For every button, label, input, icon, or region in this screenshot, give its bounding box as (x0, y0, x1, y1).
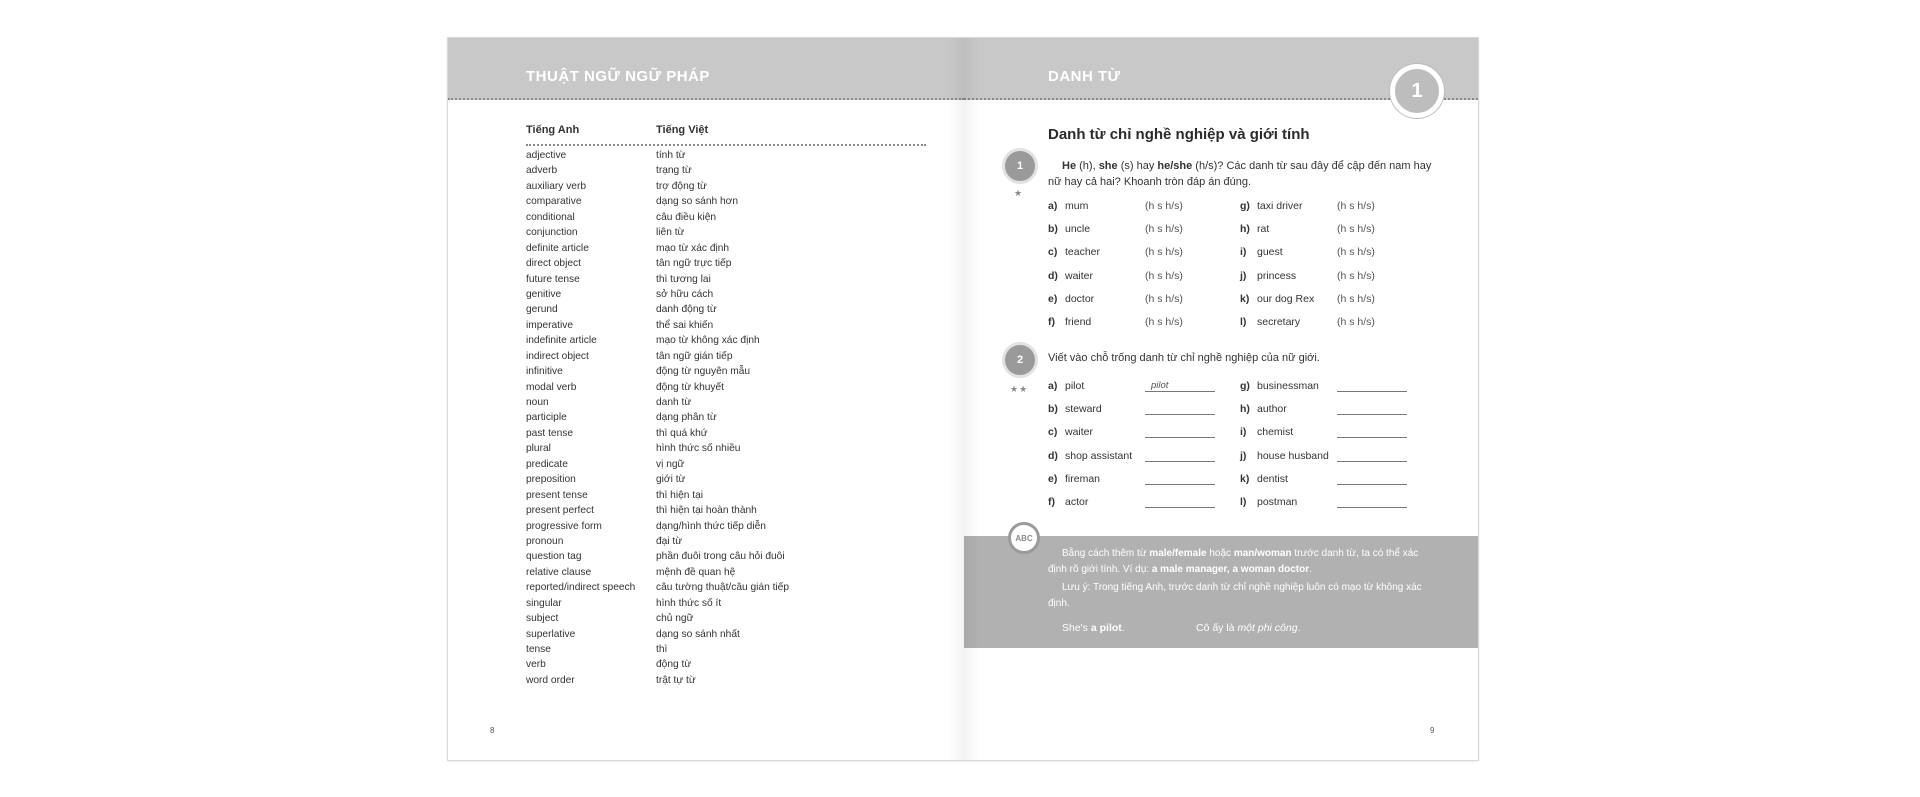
item-word: guest (1257, 246, 1283, 259)
glossary-term-english: predicate (526, 458, 568, 470)
page-number-right: 9 (1430, 726, 1435, 735)
glossary-term-vietnamese: chủ ngữ (656, 613, 694, 625)
left-header-band (448, 38, 964, 100)
item-letter: g) (1240, 380, 1250, 392)
glossary-term-vietnamese: thì hiện tại hoàn thành (656, 505, 757, 517)
glossary-header (526, 124, 926, 136)
item-word: mum (1065, 200, 1089, 212)
item-letter: i) (1240, 246, 1247, 259)
glossary-term-english: imperative (526, 319, 573, 331)
item-letter: l) (1240, 316, 1247, 328)
glossary-term-vietnamese: thì tương lai (656, 273, 711, 285)
grammar-note-example-english: She's a pilot. (1062, 622, 1125, 634)
grammar-note-paragraph-1: Bằng cách thêm từ male/female hoặc man/woman trước danh từ, ta có thể xác định rõ giới tính. Ví dụ: a male manager, a woman doctor. (1048, 548, 1419, 575)
glossary-row (526, 474, 926, 489)
answer-options[interactable]: (h s h/s) (1145, 292, 1183, 305)
answer-blank[interactable] (1145, 380, 1215, 392)
glossary-term-english: present tense (526, 489, 588, 501)
glossary-term-english: infinitive (526, 366, 563, 378)
exercise-item (1048, 316, 1183, 332)
exercise-item (1240, 316, 1375, 332)
glossary-row (526, 567, 926, 582)
item-word: rat (1257, 223, 1270, 236)
glossary-row (526, 196, 926, 211)
exercise-1-badge: 1 (1002, 148, 1038, 184)
grammar-note-paragraph-2: Lưu ý: Trong tiếng Anh, trước danh từ chỉ nghề nghiệp luôn có mạo từ không xác định. (1048, 582, 1422, 609)
item-word: our dog Rex (1257, 292, 1315, 305)
glossary-row (526, 582, 926, 597)
unit-number-badge: 1 (1390, 64, 1444, 118)
right-page (964, 38, 1478, 760)
exercise-item (1240, 269, 1375, 286)
glossary-term-vietnamese: động từ khuyết (656, 381, 724, 393)
item-letter: b) (1048, 223, 1058, 236)
glossary-row (526, 181, 926, 196)
answer-text: pilot (1151, 380, 1169, 391)
glossary-term-vietnamese: vị ngữ (656, 458, 685, 470)
glossary-term-vietnamese: dạng phân từ (656, 412, 717, 424)
exercise-item (1048, 450, 1132, 466)
exercise-item (1048, 380, 1169, 396)
glossary-row (526, 212, 926, 227)
answer-blank[interactable] (1337, 507, 1407, 508)
glossary-row (526, 551, 926, 566)
exercise-item (1048, 223, 1183, 239)
glossary-term-english: relative clause (526, 566, 592, 578)
glossary-term-english: singular (526, 597, 562, 609)
glossary-row (526, 227, 926, 242)
exercise-item (1240, 292, 1375, 309)
item-letter: d) (1048, 449, 1058, 462)
glossary-row (526, 428, 926, 443)
answer-options[interactable]: (h s h/s) (1145, 269, 1183, 282)
glossary-term-vietnamese: thì (656, 644, 668, 655)
item-word: teacher (1065, 246, 1101, 259)
glossary-row (526, 644, 926, 659)
item-word: dentist (1257, 472, 1288, 485)
glossary-term-vietnamese: tân ngữ trực tiếp (656, 258, 732, 270)
exercise-1-instruction: He (h), she (s) hay he/she (h/s)? Các danh từ sau đây để cập đến nam hay nữ hay cả hai? Khoanh tròn đáp án đúng. (1048, 160, 1432, 188)
item-letter: a) (1048, 380, 1058, 392)
glossary-term-english: comparative (526, 196, 582, 208)
glossary-row (526, 150, 926, 165)
glossary-term-english: question tag (526, 551, 582, 563)
answer-options[interactable]: (h s h/s) (1337, 246, 1375, 259)
glossary-term-vietnamese: tân ngữ gián tiếp (656, 350, 733, 362)
exercise-item (1048, 473, 1100, 489)
answer-blank[interactable] (1337, 437, 1407, 438)
exercise-item (1240, 403, 1287, 419)
item-letter: b) (1048, 403, 1058, 416)
item-word: princess (1257, 269, 1297, 282)
glossary-row (526, 598, 926, 613)
glossary-term-english: gerund (526, 304, 558, 316)
book-spread (448, 38, 1478, 760)
exercise-item (1048, 200, 1183, 216)
glossary-term-vietnamese: trật tự từ (656, 674, 696, 686)
glossary-term-english: future tense (526, 273, 580, 285)
column-header-vietnamese: Tiếng Việt (656, 124, 709, 136)
glossary-term-english: progressive form (526, 520, 602, 532)
answer-blank[interactable] (1337, 391, 1407, 392)
item-word: uncle (1065, 223, 1091, 236)
answer-blank[interactable] (1337, 484, 1407, 485)
glossary-term-vietnamese: danh từ (656, 397, 692, 408)
glossary-row (526, 521, 926, 536)
exercise-item (1240, 450, 1329, 466)
exercise-item (1048, 269, 1183, 286)
glossary-term-english: preposition (526, 474, 576, 486)
glossary-term-vietnamese: liên từ (656, 227, 685, 239)
item-letter: j) (1240, 449, 1247, 462)
answer-options[interactable]: (h s h/s) (1337, 200, 1375, 212)
exercise-item (1240, 426, 1293, 442)
exercise-item (1048, 496, 1088, 512)
answer-options[interactable]: (h s h/s) (1337, 223, 1375, 236)
glossary-term-vietnamese: câu tường thuật/câu gián tiếp (656, 582, 790, 594)
answer-options[interactable]: (h s h/s) (1145, 316, 1183, 328)
exercise-item (1240, 246, 1375, 262)
item-word: fireman (1065, 472, 1101, 485)
glossary-row (526, 382, 926, 397)
glossary-row (526, 412, 926, 427)
exercise-item (1048, 426, 1093, 442)
exercise-item (1240, 496, 1297, 512)
glossary-term-vietnamese: giới từ (656, 474, 686, 486)
item-word: actor (1065, 496, 1089, 508)
item-letter: c) (1048, 246, 1058, 259)
item-word: businessman (1257, 380, 1319, 392)
answer-blank[interactable] (1145, 484, 1215, 485)
item-word: friend (1065, 316, 1092, 328)
glossary-term-vietnamese: hình thức số nhiều (656, 443, 741, 455)
right-header-title: DANH TỪ (1048, 68, 1121, 85)
glossary-row (526, 659, 926, 674)
item-letter: h) (1240, 223, 1250, 236)
glossary-row (526, 443, 926, 458)
glossary-term-vietnamese: câu điều kiện (656, 211, 717, 223)
item-letter: k) (1240, 292, 1250, 305)
glossary-term-vietnamese: dạng so sánh hơn (656, 196, 739, 208)
glossary-term-english: participle (526, 412, 567, 424)
exercise-item (1240, 200, 1375, 216)
glossary-term-english: definite article (526, 242, 589, 254)
answer-options[interactable]: (h s h/s) (1145, 246, 1183, 259)
answer-options[interactable]: (h s h/s) (1337, 316, 1375, 328)
item-word: waiter (1065, 269, 1094, 282)
glossary-term-english: indefinite article (526, 335, 597, 347)
item-word: chemist (1257, 426, 1294, 439)
abc-note-badge: ABC (1008, 522, 1040, 554)
glossary-row (526, 675, 926, 690)
glossary-row (526, 258, 926, 273)
glossary-row (526, 335, 926, 350)
item-letter: f) (1048, 496, 1055, 508)
item-letter: d) (1048, 269, 1058, 282)
glossary-term-vietnamese: mạo từ không xác định (656, 335, 760, 347)
glossary-row (526, 505, 926, 520)
exercise-item (1240, 473, 1288, 489)
glossary-term-vietnamese: dạng so sánh nhất (656, 628, 740, 640)
exercise-2-difficulty-stars: ★★ (1010, 384, 1029, 394)
glossary-row (526, 320, 926, 335)
glossary-term-english: adverb (526, 165, 558, 177)
answer-options[interactable]: (h s h/s) (1145, 223, 1183, 236)
glossary-term-english: present perfect (526, 505, 594, 517)
item-letter: c) (1048, 426, 1058, 439)
exercise-2-instruction: Viết vào chỗ trống danh từ chỉ nghề nghiệp của nữ giới. (1048, 352, 1320, 364)
answer-blank[interactable] (1145, 414, 1215, 415)
answer-blank[interactable] (1337, 414, 1407, 415)
glossary-term-vietnamese: hình thức số ít (656, 597, 722, 609)
item-letter: k) (1240, 472, 1250, 485)
exercise-item (1240, 380, 1319, 396)
glossary-row (526, 366, 926, 381)
exercise-item (1048, 403, 1102, 419)
glossary-term-vietnamese: sở hữu cách (656, 288, 714, 300)
glossary-term-vietnamese: tính từ (656, 150, 686, 161)
exercise-item (1048, 246, 1183, 262)
exercise-item (1048, 292, 1183, 309)
glossary-term-vietnamese: thì quá khứ (656, 427, 708, 439)
glossary-term-english: direct object (526, 258, 581, 270)
glossary-term-english: reported/indirect speech (526, 582, 636, 594)
item-letter: a) (1048, 200, 1058, 212)
glossary-row (526, 351, 926, 366)
glossary-term-english: pronoun (526, 535, 564, 547)
glossary-term-english: conjunction (526, 227, 578, 239)
item-letter: j) (1240, 269, 1247, 282)
left-page (448, 38, 964, 760)
item-word: house husband (1257, 449, 1329, 462)
item-word: secretary (1257, 316, 1301, 328)
glossary-term-vietnamese: danh động từ (656, 304, 717, 316)
glossary-row (526, 536, 926, 551)
item-word: postman (1257, 496, 1298, 508)
left-header-title: THUẬT NGỮ NGỮ PHÁP (526, 68, 710, 85)
glossary-term-english: conditional (526, 211, 575, 223)
glossary-term-english: word order (526, 674, 575, 686)
item-word: pilot (1065, 380, 1085, 392)
glossary-term-english: subject (526, 613, 559, 625)
glossary-row (526, 274, 926, 289)
answer-blank[interactable] (1145, 461, 1215, 462)
glossary-term-english: genitive (526, 288, 562, 300)
glossary-term-english: auxiliary verb (526, 180, 587, 192)
column-header-english: Tiếng Anh (526, 124, 580, 136)
section-title: Danh từ chỉ nghề nghiệp và giới tính (1048, 126, 1310, 143)
glossary-term-vietnamese: đại từ (656, 535, 683, 547)
item-word: author (1257, 403, 1287, 416)
glossary-divider (526, 144, 926, 146)
glossary-term-vietnamese: trợ động từ (656, 180, 707, 192)
item-letter: l) (1240, 496, 1247, 508)
glossary-row (526, 165, 926, 180)
exercise-item (1240, 223, 1375, 239)
answer-blank[interactable] (1145, 507, 1215, 508)
glossary-term-english: modal verb (526, 381, 577, 393)
item-word: shop assistant (1065, 449, 1133, 462)
exercise-1-difficulty-stars: ★ (1014, 188, 1024, 198)
item-word: waiter (1065, 426, 1094, 439)
glossary-row (526, 490, 926, 505)
item-letter: e) (1048, 472, 1058, 485)
glossary-term-english: noun (526, 397, 549, 408)
glossary-term-english: tense (526, 644, 551, 655)
glossary-term-vietnamese: trạng từ (656, 165, 692, 177)
glossary-list (526, 150, 926, 690)
glossary-term-english: indirect object (526, 350, 589, 362)
glossary-term-english: adjective (526, 150, 567, 161)
glossary-term-english: plural (526, 443, 551, 455)
page-number-left: 8 (490, 726, 495, 735)
glossary-term-vietnamese: động từ (656, 659, 692, 671)
answer-blank[interactable] (1145, 437, 1215, 438)
answer-blank[interactable] (1337, 461, 1407, 462)
glossary-term-vietnamese: mệnh đề quan hệ (656, 566, 736, 578)
item-letter: e) (1048, 292, 1058, 305)
glossary-row (526, 289, 926, 304)
glossary-term-vietnamese: thì hiện tại (656, 489, 704, 501)
item-word: doctor (1065, 292, 1095, 305)
item-letter: g) (1240, 200, 1250, 212)
item-letter: i) (1240, 426, 1247, 439)
answer-options[interactable]: (h s h/s) (1145, 200, 1183, 212)
glossary-row (526, 459, 926, 474)
item-letter: f) (1048, 316, 1055, 328)
glossary-term-vietnamese: động từ nguyên mẫu (656, 366, 751, 378)
item-word: steward (1065, 403, 1102, 416)
answer-options[interactable]: (h s h/s) (1337, 292, 1375, 305)
glossary-row (526, 243, 926, 258)
glossary-term-vietnamese: mạo từ xác định (656, 242, 730, 254)
glossary-term-vietnamese: phần đuôi trong câu hỏi đuôi (656, 551, 785, 563)
exercise-2-badge: 2 (1002, 342, 1038, 378)
glossary-row (526, 304, 926, 319)
glossary-row (526, 613, 926, 628)
glossary-term-vietnamese: thể sai khiến (656, 319, 714, 331)
glossary-row (526, 629, 926, 644)
grammar-note-example-vietnamese: Cô ấy là một phi công. (1196, 622, 1301, 634)
glossary-term-vietnamese: dạng/hình thức tiếp diễn (656, 520, 766, 532)
item-letter: h) (1240, 403, 1250, 416)
glossary-row (526, 397, 926, 412)
glossary-term-english: superlative (526, 628, 576, 640)
answer-options[interactable]: (h s h/s) (1337, 269, 1375, 282)
glossary-term-english: past tense (526, 427, 574, 439)
glossary-term-english: verb (526, 659, 546, 671)
item-word: taxi driver (1257, 200, 1303, 212)
